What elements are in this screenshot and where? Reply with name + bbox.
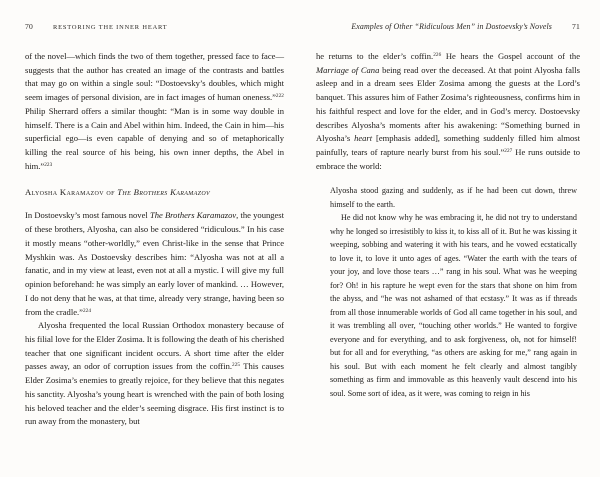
block-quote-paragraph-1: Alyosha stood gazing and suddenly, as if he had been cut down, threw himself to the earth. [330,186,577,209]
left-column-text [25,50,284,429]
page-number-left: 70 [25,22,33,31]
footnote-marker-227[interactable]: 227 [504,147,513,154]
section-heading [25,186,284,198]
paragraph-monastery: Alyosha frequented the local Russian Orthodox monastery because of his filial love for the Elder Zosima. It is following the death of his cherished teacher that one significant incident occurs. A short time after the elder passes away, an odor of corruption issues from the coffin.$^{225}$ This causes Elder Zosima’s enemies to greatly rejoice, for they believe that this negates his sanctity. Alyosha’s young heart is wrenched with the pain of both losing his beloved teacher and the elder’s seeming disgrace. His first instinct is to run away from the monastery, but [25,320,284,427]
book-title-brothers-karamazov: The Brothers Karamazov [149,210,237,221]
footnote-marker-223[interactable]: 223 [44,161,53,168]
block-quote [316,184,580,400]
footnote-marker-224[interactable]: 224 [82,307,92,314]
running-head-title-left: RESTORING THE INNER HEART [53,24,168,31]
running-head-right [316,22,580,36]
page-number-right: 71 [572,22,580,31]
footnote-marker-222[interactable]: 222 [275,93,284,100]
emphasis-heart: heart [354,133,373,144]
right-page [300,0,600,477]
running-head-left [25,22,284,36]
section-heading-prefix: Alyosha Karamazov of [25,187,118,198]
running-head-title-right: Examples of Other “Ridiculous Men” in Dostoevsky’s Novels [351,22,552,31]
paragraph-continued: of the novel—which finds the two of them together, pressed face to face—suggests that the author has created an image of the contrasts and battles that may go on within a single soul: “Dostoevsky’s doubles, which might seem images of personal division, are in fact images of human oneness.”$^{222}$ Philip Sherrard offers a similar thought: “Man is in some way double in himself. There is a Cain and Abel within him. Indeed, the Cain in him—his superficial ego—is even capable of denying and so of metaphorically killing the real source of his being, his own inner depths, the Abel in him.”$^{223}$ [25,51,284,171]
block-quote-paragraph-2: He did not know why he was embracing it, he did not try to understand why he longed so irresistibly to kiss it, to kiss all of it. But he was kissing it weeping, sobbing and watering it with his tears, and he vowed ecstatically to love it, to love it unto ages of ages. “Water the earth with the tears of your joy, and love those tears …” rang in his soul. What was he weeping for? Oh! in his rapture he wept even for the stars that shone on him from the abyss, and “he was not ashamed of that ecstasy.” It was as if threads from all those innumerable worlds of God all came together in his soul, and it was trembling all over, “touching other worlds.” He wanted to forgive everyone and for everything, and to ask forgiveness, oh, not for himself! but for all and for everything, “as others are asking for me,” rang again in his soul. But with each moment he felt clearly and almost tangibly something as firm and immovable as this heavenly vault descend into his soul. Some sort of idea, as it were, was coming to reign in his [330,213,577,398]
footnote-marker-226[interactable]: 226 [433,51,442,58]
footnote-marker-225[interactable]: 225 [232,362,241,369]
right-column-text [316,50,580,400]
paragraph-alyosha-intro: In Dostoevsky’s most famous novel The Brothers Karamazov, the youngest of these brothers, Alyosha, can also be considered “ridiculous.” In his case it mostly means “other-worldly,” even Christ-like in the sense that Prince Myshkin was. As Dostoevsky describes him: “Alyosha was not at all a fanatic, and in my view at least, even not at all a mystic. I will give my full opinion beforehand: he was simply an early lover of mankind. … However, I do not deny that he was, at that time, already very strange, having been so from the cradle.”$^{224}$ [25,210,285,317]
paragraph-coffin-return: he returns to the elder’s coffin.$^{226}$ He hears the Gospel account of the Marriage of Cana being read over the deceased. At that point Alyosha falls asleep and in a dream sees Elder Zosima among the guests at the Lord’s banquet. This assures him of Father Zosima’s righteousness, confirms him in his faithful respect and love for the elder, and in God’s mercy. Dostoevsky describes Alyosha’s moments after his awakening: “Something burned in Alyosha’s heart [emphasis added], something suddenly filled him almost painfully, tears of rapture nearly burst from his soul.”$^{227}$ He runs outside to embrace the world: [316,51,581,171]
section-heading-title: The Brothers Karamazov [117,187,211,198]
gospel-reference-marriage-of-cana: Marriage of Cana [316,64,380,75]
